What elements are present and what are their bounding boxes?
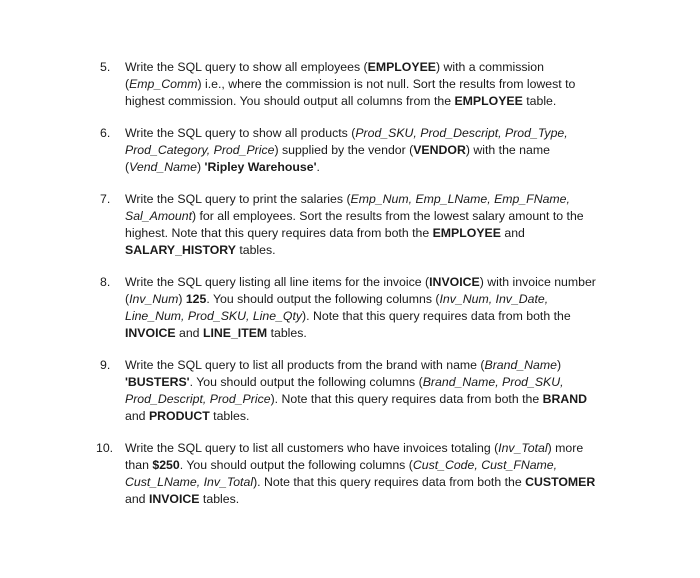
question-text-line	[125, 76, 620, 93]
italic-term: Emp_Comm	[129, 77, 198, 91]
italic-term: Cust_LName, Inv_Total	[125, 475, 254, 489]
text-segment: . You should output the following columns (	[189, 375, 423, 389]
bold-term: BRAND	[542, 392, 588, 406]
text-segment: and	[175, 326, 203, 340]
question-item	[96, 440, 620, 508]
italic-term: Inv_Num	[129, 292, 179, 306]
text-segment: tables.	[209, 409, 250, 423]
text-segment: ). Note that this query requires data from both the	[253, 475, 526, 489]
text-segment: Write the SQL query listing all line items for the invoice (	[125, 275, 430, 289]
bold-term: VENDOR	[413, 143, 466, 157]
text-segment: .	[316, 160, 320, 174]
bold-term: EMPLOYEE	[454, 94, 523, 108]
text-segment: (	[125, 77, 130, 91]
text-segment: (	[125, 292, 130, 306]
question-number: 10.	[96, 441, 114, 455]
italic-term: Inv_Total	[498, 441, 548, 455]
text-segment: ) for all employees. Sort the results from the lowest salary amount to the	[192, 209, 584, 223]
question-text-line	[125, 242, 620, 259]
question-text-line	[125, 408, 620, 425]
question-number: 9.	[100, 358, 111, 372]
text-segment: highest. Note that this query requires data from both the	[125, 226, 433, 240]
text-segment: )	[178, 292, 186, 306]
question-text-line	[125, 225, 620, 242]
italic-term: Inv_Num, Inv_Date,	[439, 292, 549, 306]
text-segment: )	[556, 358, 562, 372]
question-text-line	[125, 291, 620, 308]
question-text-line	[125, 191, 620, 208]
question-text-line	[125, 208, 620, 225]
text-segment: Write the SQL query to print the salaries (	[125, 192, 351, 206]
text-segment: ). Note that this query requires data from both the	[302, 309, 571, 323]
bold-term: 'Ripley Warehouse'	[204, 160, 317, 174]
italic-term: Prod_Descript, Prod_Price	[125, 392, 271, 406]
text-segment: ). Note that this query requires data from both the	[270, 392, 543, 406]
question-item	[100, 191, 620, 259]
bold-term: EMPLOYEE	[432, 226, 501, 240]
bold-term: LINE_ITEM	[202, 326, 268, 340]
question-text-line	[125, 374, 620, 391]
question-text-line	[125, 308, 620, 325]
text-segment: than	[125, 458, 153, 472]
question-number: 7.	[100, 192, 111, 206]
italic-term: Brand_Name	[484, 358, 557, 372]
question-number: 8.	[100, 275, 111, 289]
text-segment: and	[125, 492, 149, 506]
italic-term: Line_Num, Prod_SKU, Line_Qty	[125, 309, 303, 323]
bold-term: INVOICE	[148, 492, 200, 506]
bold-term: INVOICE	[429, 275, 480, 289]
text-segment: (	[125, 160, 130, 174]
text-segment: highest commission. You should output all columns from the	[125, 94, 455, 108]
question-text-line	[125, 457, 620, 474]
text-segment: tables.	[267, 326, 307, 340]
question-text-line	[125, 59, 620, 76]
text-segment: ) more	[547, 441, 584, 455]
bold-term: INVOICE	[125, 326, 176, 340]
text-segment: ) with the name	[465, 143, 550, 157]
text-segment: Write the SQL query to list all products from the brand with name (	[125, 358, 485, 372]
question-text-line	[125, 440, 620, 457]
italic-term: Brand_Name, Prod_SKU,	[422, 375, 564, 389]
question-text-line	[125, 491, 620, 508]
italic-term: Vend_Name	[129, 160, 198, 174]
bold-term: SALARY_HISTORY	[125, 243, 236, 257]
bold-term: CUSTOMER	[525, 475, 596, 489]
text-segment: ) with invoice number	[479, 275, 596, 289]
text-segment: and	[125, 409, 149, 423]
text-segment: tables.	[199, 492, 240, 506]
bold-term: EMPLOYEE	[367, 60, 436, 74]
text-segment: Write the SQL query to show all employees (	[125, 60, 368, 74]
text-segment: table.	[522, 94, 557, 108]
question-text-line	[125, 125, 620, 142]
question-text-line	[125, 325, 620, 342]
bold-term: $250	[152, 458, 180, 472]
question-text-line	[125, 474, 620, 491]
question-text-line	[125, 274, 620, 291]
italic-term: Prod_Category, Prod_Price	[125, 143, 275, 157]
question-item	[100, 125, 620, 176]
text-segment: ) i.e., where the commission is not null. Sort the results from lowest to	[197, 77, 576, 91]
text-segment: . You should output the following columns (	[206, 292, 440, 306]
question-list	[96, 59, 620, 523]
text-segment: tables.	[235, 243, 276, 257]
italic-term: Prod_SKU, Prod_Descript, Prod_Type,	[355, 126, 568, 140]
question-item	[100, 274, 620, 342]
text-segment: ) supplied by the vendor (	[274, 143, 414, 157]
italic-term: Cust_Code, Cust_FName,	[412, 458, 558, 472]
italic-term: Emp_Num, Emp_LName, Emp_FName,	[350, 192, 570, 206]
question-number: 6.	[100, 126, 111, 140]
text-segment: Write the SQL query to show all products (	[125, 126, 356, 140]
question-text-line	[125, 357, 620, 374]
question-item	[100, 59, 620, 110]
bold-term: 125	[185, 292, 207, 306]
text-segment: )	[197, 160, 205, 174]
italic-term: Sal_Amount	[125, 209, 192, 223]
question-item	[100, 357, 620, 425]
question-text-line	[125, 159, 620, 176]
text-segment: and	[500, 226, 525, 240]
question-text-line	[125, 391, 620, 408]
text-segment: . You should output the following columns (	[179, 458, 413, 472]
question-text-line	[125, 142, 620, 159]
bold-term: 'BUSTERS'	[125, 375, 190, 389]
text-segment: Write the SQL query to list all customers who have invoices totaling (	[125, 441, 499, 455]
question-number: 5.	[100, 60, 111, 74]
question-text-line	[125, 93, 620, 110]
text-segment: ) with a commission	[435, 60, 544, 74]
bold-term: PRODUCT	[148, 409, 210, 423]
